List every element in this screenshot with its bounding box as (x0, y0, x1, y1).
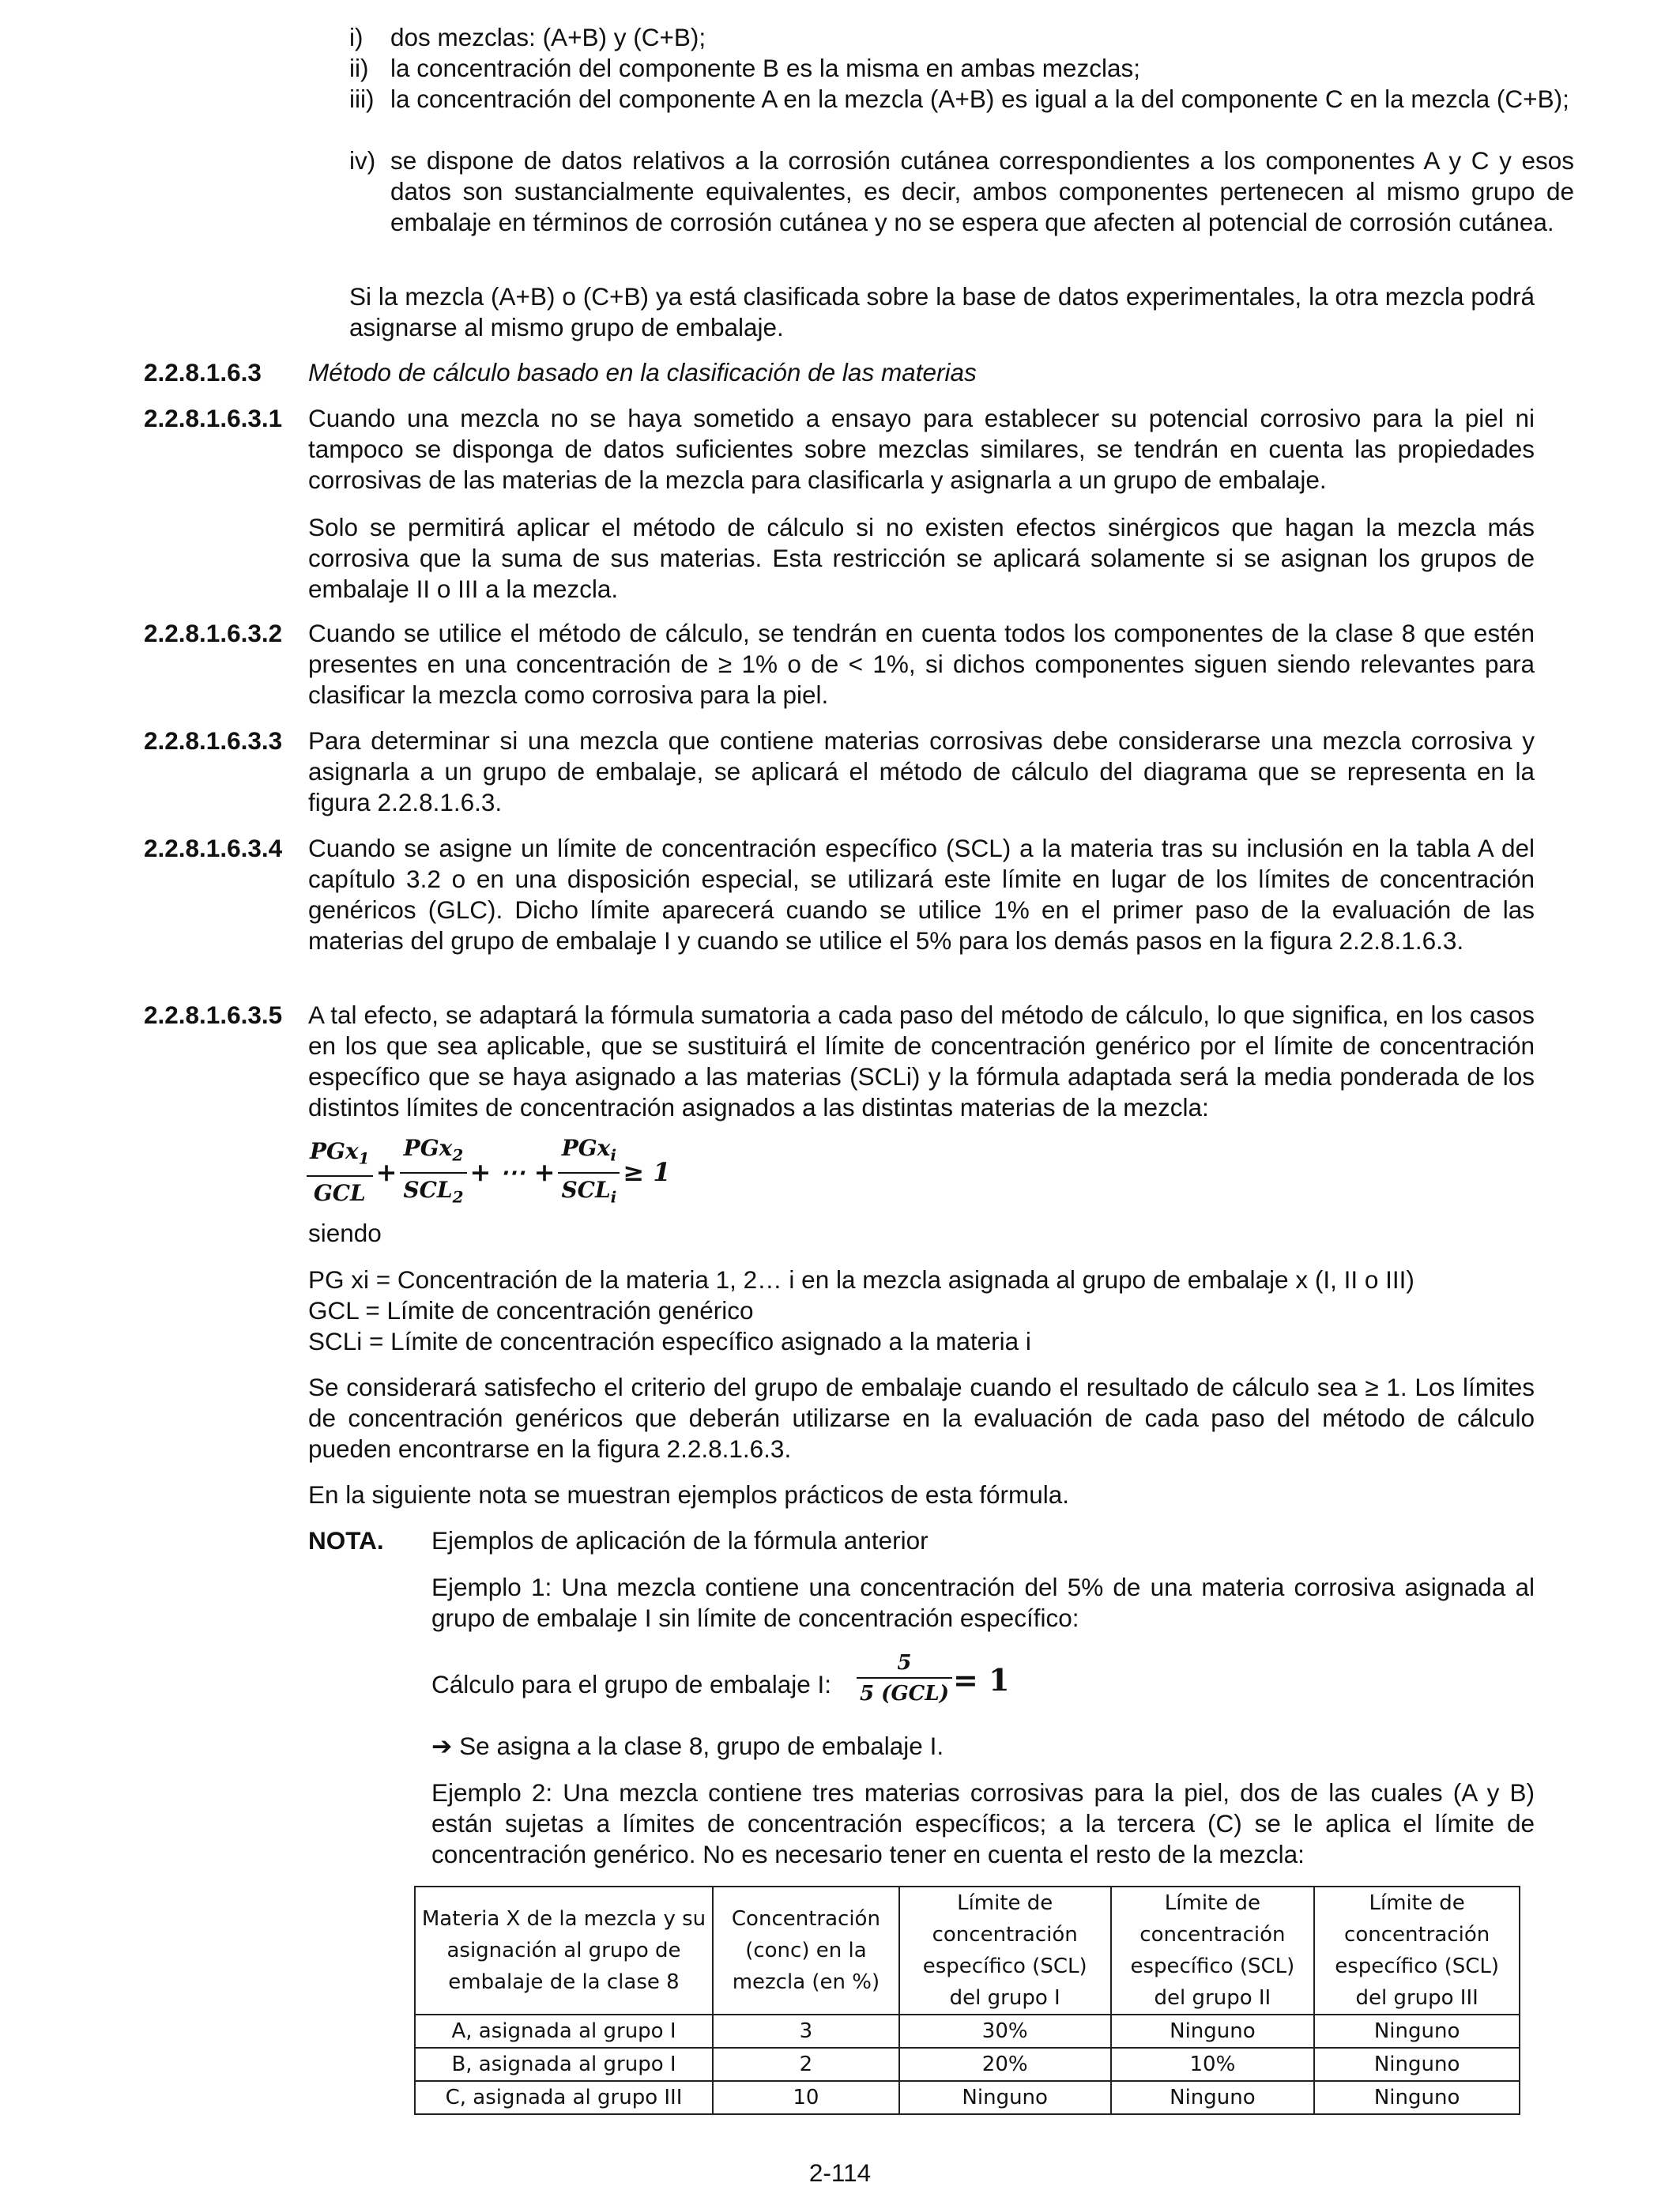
section-number: 2.2.8.1.6.3.4 (144, 834, 283, 862)
section-text: Cuando se asigne un límite de concentración específico (SCL) a la materia tras su inclusión en la tabla A del capítulo 3.2 o en una disposición especial, se utilizará este límite en lugar de los límites de concentración genéricos (GLC). Dicho límite aparecerá cuando se utilice 1% en el primer paso de la evaluación de las materias del grupo de embalaje I y cuando se utilice el 5% para los demás pasos en la figura 2.2.8.1.6.3. (308, 834, 1535, 955)
section-title: Método de cálculo basado en la clasificación de las materias (308, 358, 977, 386)
example-1-calculation (431, 1649, 1143, 1712)
table-cell: Ninguno (1314, 2015, 1520, 2048)
scl-table (414, 1886, 1520, 2115)
formula-term-2: $\frac{PGx_2}{SCL_2}$ (400, 1132, 466, 1213)
table-cell: Ninguno (1314, 2081, 1520, 2114)
nota-label: NOTA. (308, 1526, 384, 1555)
table-header: Límite de concentración específico (SCL) del grupo III (1314, 1887, 1520, 2015)
formula-term-1: $\frac{PGx_1}{\text{GCL}}$ (307, 1135, 373, 1210)
section-text: Cuando una mezcla no se haya sometido a ensayo para establecer su potencial corrosivo para la piel ni tampoco se disponga de datos suficientes sobre mezclas similares, se tendrán en cuenta las propiedades corrosivas de las materias de la mezcla para clasificarla y asignarla a un grupo de embalaje. (308, 404, 1535, 494)
table-row (415, 2015, 1520, 2048)
criterion-paragraph: Se considerará satisfecho el criterio del grupo de embalaje cuando el resultado de cálculo sea ≥ 1. Los límites de concentración genéricos que deberán utilizarse en la evaluación de cada paso del método de cálculo pueden encontrarse en la figura 2.2.8.1.6.3. (308, 1373, 1535, 1463)
example-2: Ejemplo 2: Una mezcla contiene tres materias corrosivas para la piel, dos de las cuales (A y B) están sujetas a límites de concentración específicos; a la tercera (C) se le aplica el límite de concentración genérico. No es necesario tener en cuenta el resto de la mezcla: (431, 1778, 1535, 1868)
section-number: 2.2.8.1.6.3 (144, 358, 262, 386)
nota-title: Ejemplos de aplicación de la fórmula anterior (431, 1526, 929, 1555)
list-number: iii) (349, 85, 375, 113)
table-cell: Ninguno (1111, 2015, 1315, 2048)
definition: SCLi = Límite de concentración específico asignado a la materia i (308, 1327, 1031, 1355)
definition: PG xi = Concentración de la materia 1, 2… i en la mezcla asignada al grupo de embalaje x (I, II o III) (308, 1265, 1414, 1294)
list-text: se dispone de datos relativos a la corrosión cutánea correspondientes a los componentes A y C y esos datos son sustancialmente equivalentes, es decir, ambos componentes pertenecen al mismo grupo de embalaje en términos de corrosión cutánea y no se espera que afecten al potencial de corrosión cutánea. (390, 146, 1574, 236)
section-number: 2.2.8.1.6.3.1 (144, 404, 283, 432)
section-text: A tal efecto, se adaptará la fórmula sumatoria a cada paso del método de cálculo, lo que significa, en los casos en los que sea aplicable, que se sustituirá el límite de concentración genérico por el límite de concentración específico que se haya asignado a las materias (SCLi) y la fórmula adaptada será la media ponderada de los distintos límites de concentración asignados a las distintas materias de la mezcla: (308, 1001, 1535, 1122)
table-cell: C, asignada al grupo III (415, 2081, 713, 2114)
table-cell: 10 (713, 2081, 899, 2114)
section-text: Cuando se utilice el método de cálculo, se tendrán en cuenta todos los componentes de la clase 8 que estén presentes en una concentración de ≥ 1% o de < 1%, si dichos componentes siguen siendo relevantes para clasificar la mezcla como corrosiva para la piel. (308, 619, 1535, 709)
example-1-result (431, 1731, 944, 1762)
list-number: i) (349, 23, 363, 51)
calc-fraction (857, 1649, 952, 1709)
siendo-label: siendo (308, 1219, 382, 1247)
paragraph: Solo se permitirá aplicar el método de cálculo si no existen efectos sinérgicos que hagan la mezcla más corrosiva que la suma de sus materias. Esta restricción se aplicará solamente si se asignan los grupos de embalaje II o III a la mezcla. (308, 513, 1535, 603)
table-row (415, 2081, 1520, 2114)
section-number: 2.2.8.1.6.3.3 (144, 726, 283, 755)
table-cell: 2 (713, 2048, 899, 2081)
table-header: Concentración (conc) en la mezcla (en %) (713, 1887, 899, 2015)
formula-term-i: $\frac{PGx_i}{SCL_i}$ (558, 1132, 620, 1213)
list-number: ii) (349, 54, 369, 82)
page-number: 2-114 (808, 2158, 872, 2187)
table-header: Materia X de la mezcla y su asignación al grupo de embalaje de la clase 8 (415, 1887, 713, 2015)
summation-formula: $\frac{PGx_1}{\text{GCL}}$ + $\frac{PGx_2}{SCL_2}$ + ⋯ + $\frac{PGx_i}{SCL_i}$ ≥ 1 (307, 1132, 673, 1213)
list-text: la concentración del componente B es la misma en ambas mezclas; (390, 54, 1140, 82)
calc-denominator: 5 (GCL) (860, 1682, 949, 1706)
calc-result: = 1 (953, 1662, 1010, 1698)
arrow-icon: ➔ (431, 1732, 453, 1760)
definition: GCL = Límite de concentración genérico (308, 1296, 754, 1325)
calc-numerator: 5 (857, 1649, 952, 1679)
list-text: la concentración del componente A en la mezcla (A+B) es igual a la del componente C en la mezcla (C+B); (390, 85, 1569, 113)
table-cell: Ninguno (1111, 2081, 1315, 2114)
calc-label: Cálculo para el grupo de embalaje I: (431, 1670, 832, 1698)
table-header: Límite de concentración específico (SCL) del grupo I (899, 1887, 1111, 2015)
table-row (415, 2048, 1520, 2081)
list-followup: Si la mezcla (A+B) o (C+B) ya está clasificada sobre la base de datos experimentales, la otra mezcla podrá asignarse al mismo grupo de embalaje. (349, 282, 1535, 341)
table-cell: Ninguno (1314, 2048, 1520, 2081)
section-text: Para determinar si una mezcla que contiene materias corrosivas debe considerarse una mezcla corrosiva y asignarla a un grupo de embalaje, se aplicará el método de cálculo del diagrama que se representa en la figura 2.2.8.1.6.3. (308, 726, 1535, 816)
formula-inequality: ≥ 1 (623, 1157, 671, 1188)
table-header-row (415, 1887, 1520, 2015)
table-cell: 30% (899, 2015, 1111, 2048)
examples-intro: En la siguiente nota se muestran ejemplos prácticos de esta fórmula. (308, 1480, 1070, 1509)
list-number: iv) (349, 146, 376, 175)
list-text: dos mezclas: (A+B) y (C+B); (390, 23, 706, 51)
table-cell: A, asignada al grupo I (415, 2015, 713, 2048)
example-1: Ejemplo 1: Una mezcla contiene una concentración del 5% de una materia corrosiva asignada al grupo de embalaje I sin límite de concentración específico: (431, 1573, 1535, 1632)
section-number: 2.2.8.1.6.3.5 (144, 1001, 283, 1029)
table-cell: 3 (713, 2015, 899, 2048)
table-cell: 20% (899, 2048, 1111, 2081)
result-text: Se asigna a la clase 8, grupo de embalaje I. (459, 1732, 944, 1760)
table-cell: Ninguno (899, 2081, 1111, 2114)
table-cell: 10% (1111, 2048, 1315, 2081)
table-cell: B, asignada al grupo I (415, 2048, 713, 2081)
table-header: Límite de concentración específico (SCL) del grupo II (1111, 1887, 1315, 2015)
section-number: 2.2.8.1.6.3.2 (144, 619, 283, 647)
